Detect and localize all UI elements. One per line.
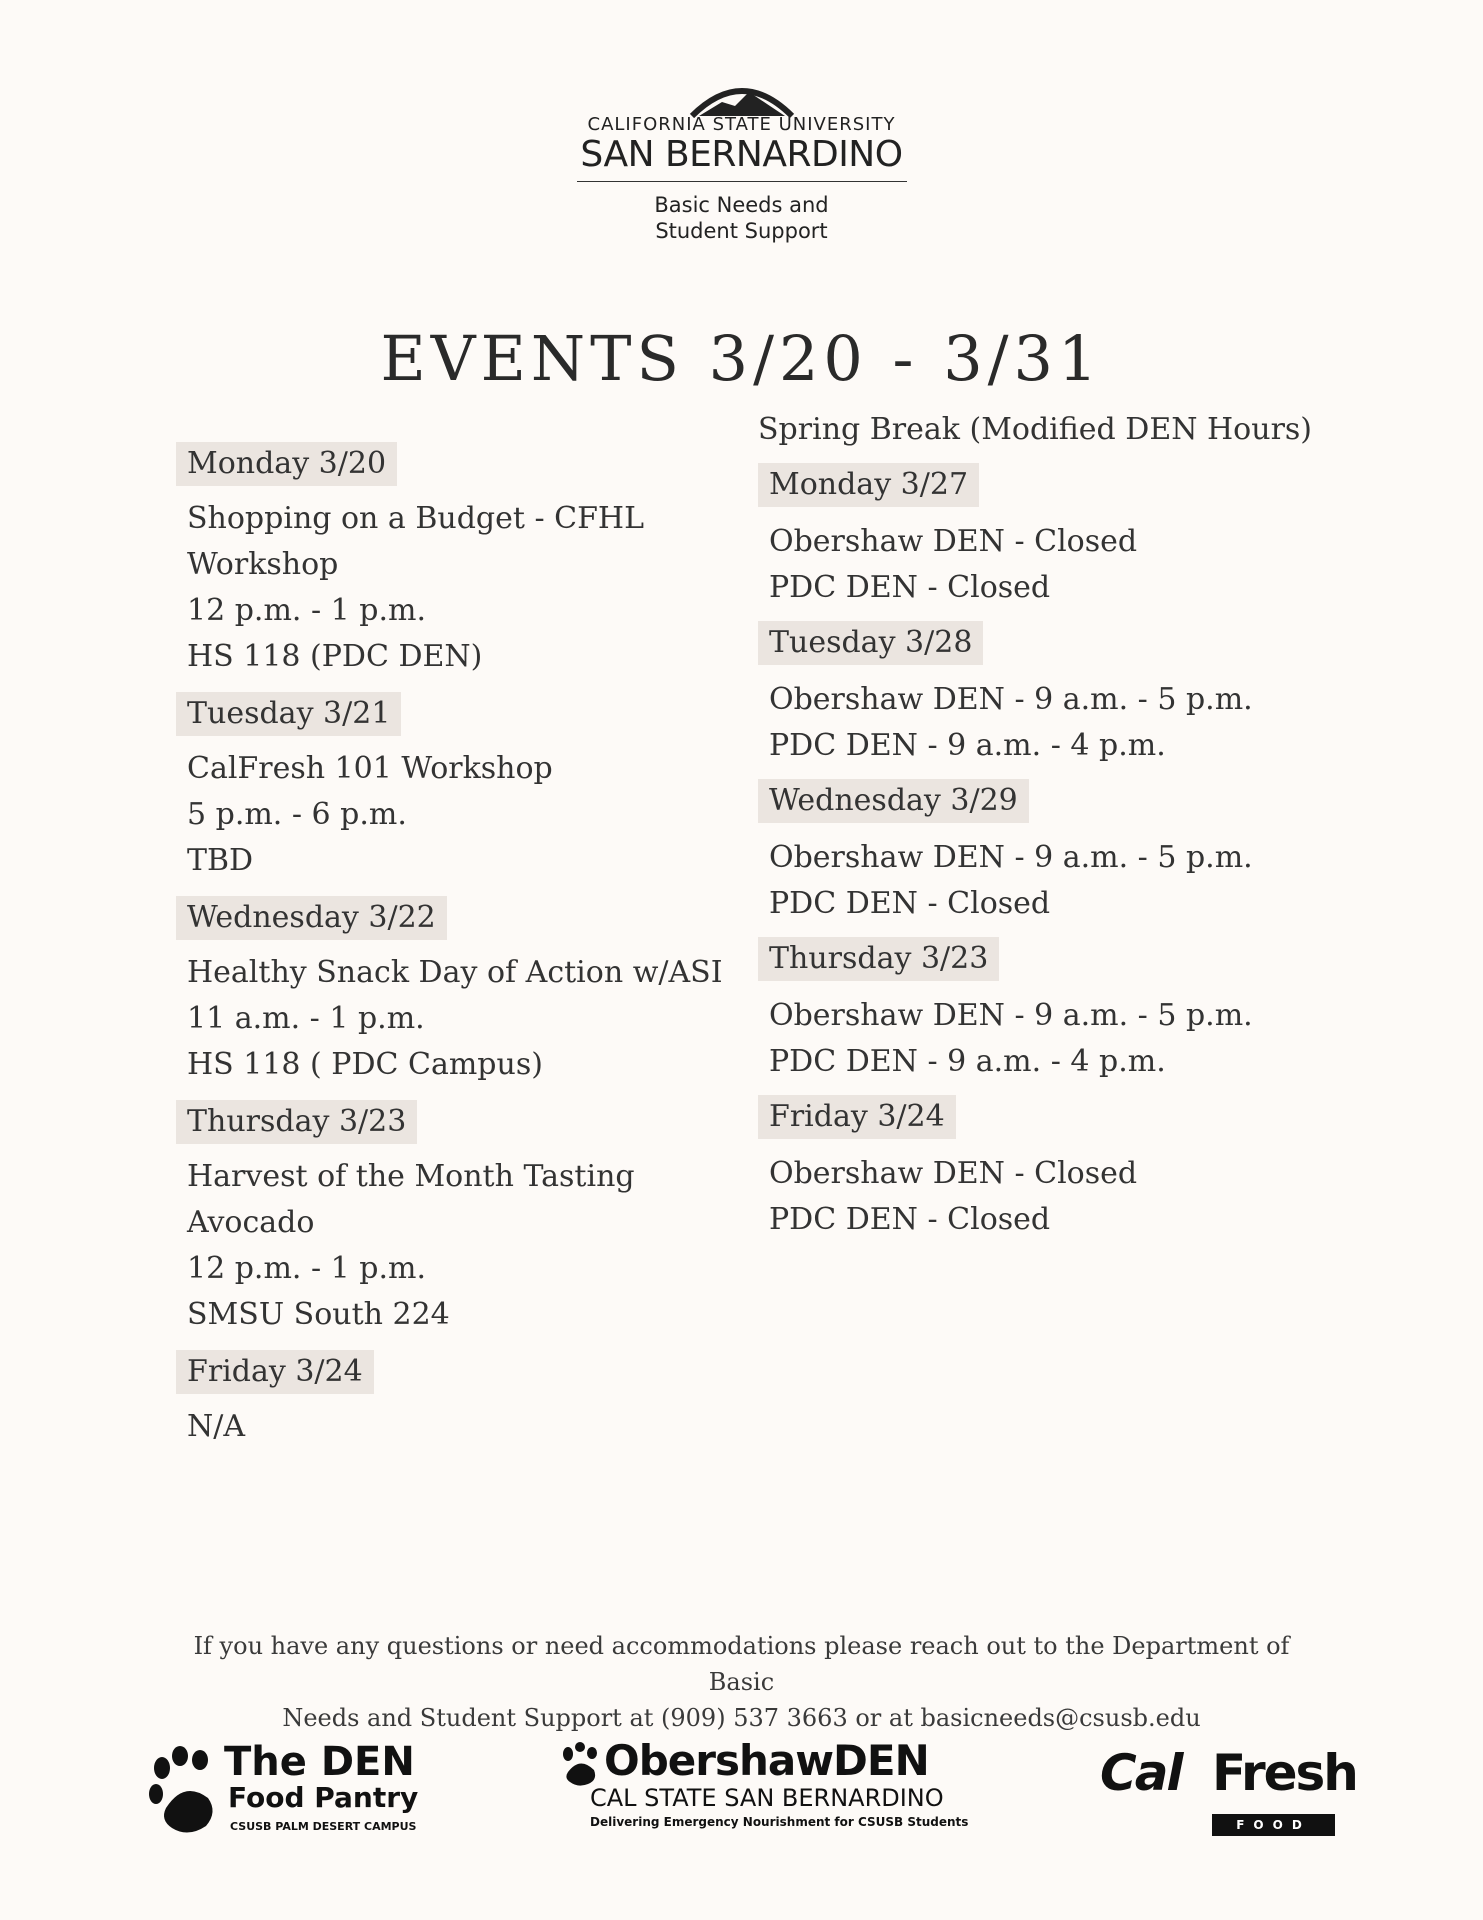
event-line: Shopping on a Budget - CFHL: [187, 501, 644, 536]
event-line: Workshop: [187, 547, 339, 582]
hours-line: PDC DEN - Closed: [769, 1202, 1051, 1237]
contact-line: If you have any questions or need accommodations please reach out to the Department of Basic: [193, 1632, 1290, 1696]
hours-line: Obershaw DEN - 9 a.m. - 5 p.m.: [769, 682, 1253, 717]
event-line: SMSU South 224: [187, 1297, 450, 1332]
obershaw-logo-campus: CAL STATE SAN BERNARDINO: [590, 1784, 944, 1812]
logo-dept-line2: Student Support: [655, 219, 828, 244]
partner-logos: [0, 1736, 1483, 1860]
event-day-block: [176, 1350, 736, 1450]
hours-line: Obershaw DEN - Closed: [769, 524, 1138, 559]
event-line: 12 p.m. - 1 p.m.: [187, 1251, 426, 1286]
paw-print-icon: [148, 1746, 224, 1838]
hours-day-block: [758, 779, 1318, 927]
day-label: Friday 3/24: [176, 1350, 374, 1394]
logo-campus-line: SAN BERNARDINO: [580, 134, 903, 175]
day-label: Thursday 3/23: [758, 937, 999, 981]
den-logo-name: The DEN: [224, 1739, 415, 1785]
contact-note: [160, 1628, 1323, 1736]
event-line: N/A: [187, 1409, 246, 1444]
obershaw-logo-name: ObershawDEN: [604, 1736, 929, 1785]
paw-print-icon: [560, 1742, 600, 1788]
day-label: Thursday 3/23: [176, 1100, 417, 1144]
logo-university-line: CALIFORNIA STATE UNIVERSITY: [587, 114, 896, 135]
hours-line: PDC DEN - Closed: [769, 570, 1051, 605]
event-line: 11 a.m. - 1 p.m.: [187, 1001, 425, 1036]
event-line: Harvest of the Month Tasting: [187, 1159, 635, 1194]
contact-line: Needs and Student Support at (909) 537 3663 or at basicneeds@csusb.edu: [282, 1704, 1201, 1732]
day-label: Monday 3/20: [176, 442, 397, 486]
hours-day-block: [758, 937, 1318, 1085]
event-line: 12 p.m. - 1 p.m.: [187, 593, 426, 628]
spring-break-column: [758, 412, 1318, 1253]
calfresh-logo-fresh: Fresh: [1212, 1744, 1357, 1802]
day-label: Wednesday 3/29: [758, 779, 1029, 823]
event-line: HS 118 (PDC DEN): [187, 639, 483, 674]
event-line: TBD: [187, 843, 254, 878]
event-line: Avocado: [187, 1205, 315, 1240]
logo-divider: [577, 181, 907, 182]
event-line: CalFresh 101 Workshop: [187, 751, 553, 786]
den-logo-pantry: Food Pantry: [228, 1781, 419, 1814]
hours-day-block: [758, 621, 1318, 769]
day-label: Monday 3/27: [758, 463, 979, 507]
hours-line: Obershaw DEN - Closed: [769, 1156, 1138, 1191]
mountain-arch-icon: [687, 78, 797, 118]
hours-line: PDC DEN - Closed: [769, 886, 1051, 921]
logo-dept-line1: Basic Needs and: [654, 193, 829, 217]
day-label: Wednesday 3/22: [176, 896, 447, 940]
hours-line: PDC DEN - 9 a.m. - 4 p.m.: [769, 728, 1166, 763]
day-label: Tuesday 3/28: [758, 621, 983, 665]
event-day-block: [176, 442, 736, 680]
spring-break-heading: Spring Break (Modified DEN Hours): [758, 412, 1313, 447]
event-line: Healthy Snack Day of Action w/ASI: [187, 955, 723, 990]
calfresh-logo-food: FOOD: [1212, 1814, 1335, 1836]
event-day-block: [176, 1100, 736, 1338]
calfresh-logo-cal: Cal: [1100, 1744, 1182, 1802]
page-title: EVENTS 3/20 - 3/31: [380, 321, 1103, 395]
hours-line: Obershaw DEN - 9 a.m. - 5 p.m.: [769, 998, 1253, 1033]
hours-line: PDC DEN - 9 a.m. - 4 p.m.: [769, 1044, 1166, 1079]
day-label: Tuesday 3/21: [176, 692, 401, 736]
csusb-logo: [0, 78, 1483, 245]
day-label: Friday 3/24: [758, 1095, 956, 1139]
hours-line: Obershaw DEN - 9 a.m. - 5 p.m.: [769, 840, 1253, 875]
event-day-block: [176, 692, 736, 884]
hours-day-block: [758, 1095, 1318, 1243]
event-day-block: [176, 896, 736, 1088]
event-line: 5 p.m. - 6 p.m.: [187, 797, 407, 832]
event-line: HS 118 ( PDC Campus): [187, 1047, 543, 1082]
hours-day-block: [758, 463, 1318, 611]
obershaw-logo-tagline: Delivering Emergency Nourishment for CSUSB Students: [590, 1815, 969, 1829]
weekly-events-column: [176, 442, 736, 1462]
den-logo-campus: CSUSB PALM DESERT CAMPUS: [230, 1820, 417, 1833]
